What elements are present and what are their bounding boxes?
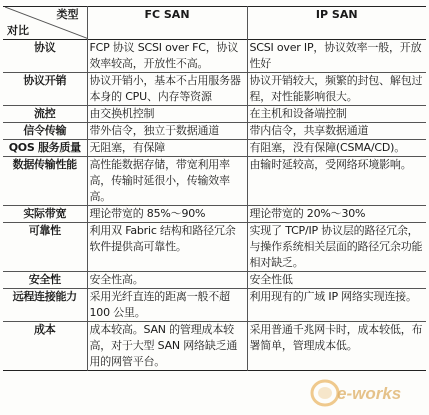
ip-san-cell: SCSI over IP，协议效率一般，开放性好 (249, 41, 422, 70)
comparison-table (3, 6, 426, 371)
ip-san-cell: 采用普通千兆网卡时，成本较低，布署简单，管理成本低。 (249, 323, 423, 352)
row-label: 可靠性 (3, 223, 87, 272)
fc-san-cell: 成本较高。SAN 的管理成本较高，对于大型 SAN 网络缺乏通用的网管平台。 (87, 322, 247, 371)
table-row (3, 206, 426, 223)
table-row (3, 123, 426, 140)
table-row (3, 73, 426, 106)
fc-san-cell: 采用光纤直连的距离一般不超 100 公里。 (87, 289, 247, 322)
fc-san-cell: 安全性高。 (87, 272, 247, 289)
fc-san-cell: FCP 协议 SCSI over FC，协议效率较高，开放性不高。 (87, 40, 247, 73)
row-label: 远程连接能力 (3, 289, 87, 322)
ip-san-cell: 安全性低 (249, 273, 293, 286)
row-label: 协议开销 (3, 73, 87, 106)
ip-san-cell: 协议开销较大，频繁的封包、解包过程，对性能影响很大。 (249, 74, 423, 103)
ip-san-cell: 利用现有的广域 IP 网络实现连接。 (249, 290, 417, 303)
watermark-core (318, 387, 332, 399)
ip-san-cell: 在主机和设备端控制 (249, 107, 347, 120)
watermark-text: e-works (337, 384, 402, 403)
table-row (3, 289, 426, 322)
fc-san-cell: 高性能数据存储，带宽利用率高，传输时延很小，传输效率高。 (87, 157, 247, 206)
row-label: 安全性 (3, 272, 87, 289)
header-row-label: 类型 (56, 8, 79, 21)
row-label: 协议 (3, 40, 87, 73)
row-label: QOS 服务质量 (3, 140, 87, 157)
ip-san-cell: 有阻塞，没有保障(CSMA/CD)。 (249, 141, 406, 154)
row-label: 流控 (3, 106, 87, 123)
fc-san-cell: 协议开销小，基本不占用服务器本身的 CPU、内存等资源 (87, 73, 247, 106)
table-row (3, 322, 426, 371)
row-label: 信令传输 (3, 123, 87, 140)
table-row (3, 223, 426, 272)
ip-san-cell: 带内信令，共享数据通道 (249, 124, 369, 137)
header-col-label: 对比 (7, 24, 29, 37)
row-label: 数据传输性能 (3, 157, 87, 206)
table-row (3, 140, 426, 157)
table-row (3, 40, 426, 73)
fc-san-cell: 利用双 Fabric 结构和路径冗余软件提供高可靠性。 (87, 223, 247, 272)
diagonal-header-cell (3, 7, 87, 40)
ip-san-cell: 实现了 TCP/IP 协议层的路径冗余，与操作系统相关层面的路径冗余功能相对缺乏。 (249, 224, 423, 269)
table-row (3, 157, 426, 206)
row-label: 实际带宽 (3, 206, 87, 223)
table-row (3, 272, 426, 289)
fc-san-cell: 无阻塞，有保障 (87, 140, 247, 157)
table-row (3, 106, 426, 123)
header-ip-san: IP SAN (315, 8, 358, 21)
row-label: 成本 (3, 322, 87, 371)
fc-san-cell: 带外信令，独立于数据通道 (87, 123, 247, 140)
header-fc-san: FC SAN (87, 7, 247, 40)
e-works-watermark-logo (309, 371, 421, 411)
ip-san-cell: 由输时延较高，受网络环境影响。 (249, 158, 412, 171)
fc-san-cell: 由交换机控制 (87, 106, 247, 123)
fc-san-cell: 理论带宽的 85%～90% (87, 206, 247, 223)
ip-san-cell: 理论带宽的 20%～30% (249, 207, 366, 220)
table-header-row (3, 7, 426, 40)
